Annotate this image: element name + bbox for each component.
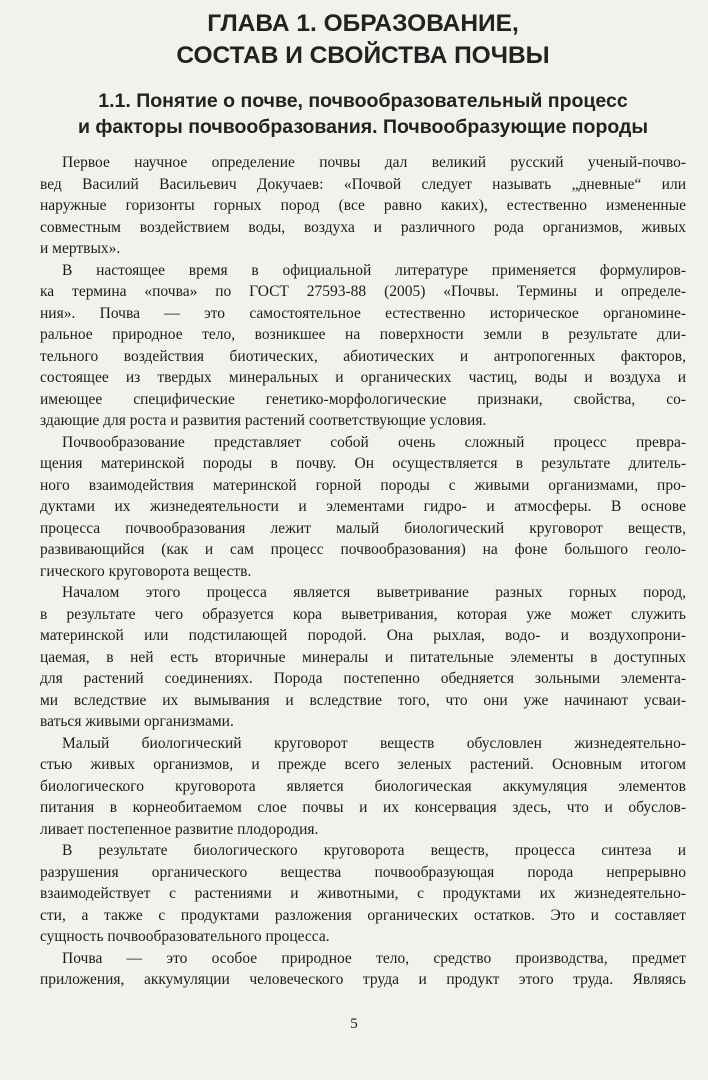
paragraph (40, 152, 686, 260)
text-line: материнской или подстилающей породой. Она рыхлая, водо- и воздухопрони- (40, 627, 686, 644)
text-line: вед Василий Васильевич Докучаев: «Почвой следует называть „дневные“ или (40, 175, 686, 193)
text-line: развивающийся (как и сам процесс почвообразования) на фоне большого геоло- (40, 541, 686, 558)
section-title-line: 1.1. Понятие о почве, почвообразовательный процесс (98, 90, 628, 112)
text-line: гического круговорота веществ. (40, 562, 252, 580)
chapter-title (40, 8, 686, 72)
text-line: Началом этого процесса является выветривание разных горных пород, (62, 584, 686, 601)
text-line: щения материнской породы в почву. Он осуществляется в результате длитель- (40, 455, 686, 472)
text-line: В результате биологического круговорота веществ, процесса синтеза и (62, 842, 686, 859)
paragraph (40, 260, 686, 432)
chapter-title-line: ГЛАВА 1. ОБРАЗОВАНИЕ, (207, 10, 519, 37)
text-line: состоящее из твердых минеральных и органических частиц, воды и воздуха и (40, 369, 686, 386)
text-line: Почвообразование представляет собой очень сложный процесс превра- (62, 433, 686, 451)
text-line: взаимодействует с растениями и животными, с продуктами их жизнедеятельно- (40, 885, 686, 902)
paragraph (40, 733, 686, 841)
text-line: сущность почвообразовательного процесса. (40, 928, 330, 945)
text-line: в результате чего образуется кора выветривания, которая уже может служить (40, 605, 686, 623)
text-line: тельного воздействия биотических, абиотических и антропогенных факторов, (40, 347, 686, 365)
paragraph (40, 582, 686, 733)
text-line: В настоящее время в официальной литературе применяется формулиров- (62, 261, 686, 279)
paragraph (40, 840, 686, 948)
text-line: разрушения органического вещества почвообразующая порода непрерывно (40, 863, 686, 881)
section-title (40, 88, 686, 140)
text-line: ми вследствие их вымывания и вследствие того, что они уже начинают усваи- (40, 691, 686, 709)
text-line: сти, а также с продуктами разложения органических остатков. Это и составляет (40, 906, 686, 924)
text-line: приложения, аккумуляции человеческого труда и продукт этого труда. Являясь (40, 971, 686, 988)
section-title-line: и факторы почвообразования. Почвообразующие породы (77, 116, 649, 138)
text-line: питания в корнеобитаемом слое почвы и их консервация здесь, что и обуслов- (40, 799, 686, 816)
text-line: Первое научное определение почвы дал великий русский ученый-почво- (62, 154, 686, 171)
text-line: процесса почвообразования лежит малый биологический круговорот веществ, (40, 519, 686, 537)
text-line: дуктами их жизнедеятельности и элементами гидро- и атмосферы. В основе (40, 498, 686, 515)
text-line: цаемая, в ней есть вторичные минералы и питательные элементы в доступных (40, 648, 686, 666)
text-line: ральное природное тело, возникшее на поверхности земли в результате дли- (40, 326, 686, 343)
paragraph (40, 948, 686, 991)
text-line: и мертвых». (40, 240, 121, 257)
text-line: Почва — это особое природное тело, средство производства, предмет (62, 949, 686, 967)
text-line: биологического круговорота является биологическая аккумуляция элементов (40, 777, 686, 795)
text-line: совместным воздействием воды, воздуха и различного рода организмов, живых (40, 218, 686, 236)
text-line: ливает постепенное развитие плодородия. (40, 820, 319, 838)
chapter-title-line: СОСТАВ И СВОЙСТВА ПОЧВЫ (176, 42, 550, 69)
text-line: ка термина «почва» по ГОСТ 27593-88 (2005) «Почвы. Термины и определе- (40, 283, 686, 300)
text-line: стью живых организмов, и прежде всего зеленых растений. Основным итогом (40, 756, 686, 773)
text-line: Малый биологический круговорот веществ обусловлен жизнедеятельно- (62, 734, 686, 752)
text-line: ваться живыми организмами. (40, 713, 234, 730)
text-line: имеющее специфические генетико-морфологические признаки, свойства, со- (40, 390, 686, 408)
text-line: ния». Почва — это самостоятельное естественно историческое органомине- (40, 304, 686, 322)
page-number: 5 (350, 1016, 358, 1032)
text-line: для растений соединениях. Порода постепенно обедняется зольными элемента- (40, 670, 686, 687)
text-line: наружные горизонты горных пород (все равно каких), естественно измененные (40, 197, 686, 214)
body-text (40, 152, 686, 991)
text-line: ного взаимодействия материнской горной породы с живыми организмами, про- (40, 476, 686, 494)
text-line: здающие для роста и развития растений соответствующие условия. (40, 412, 487, 429)
paragraph (40, 432, 686, 583)
